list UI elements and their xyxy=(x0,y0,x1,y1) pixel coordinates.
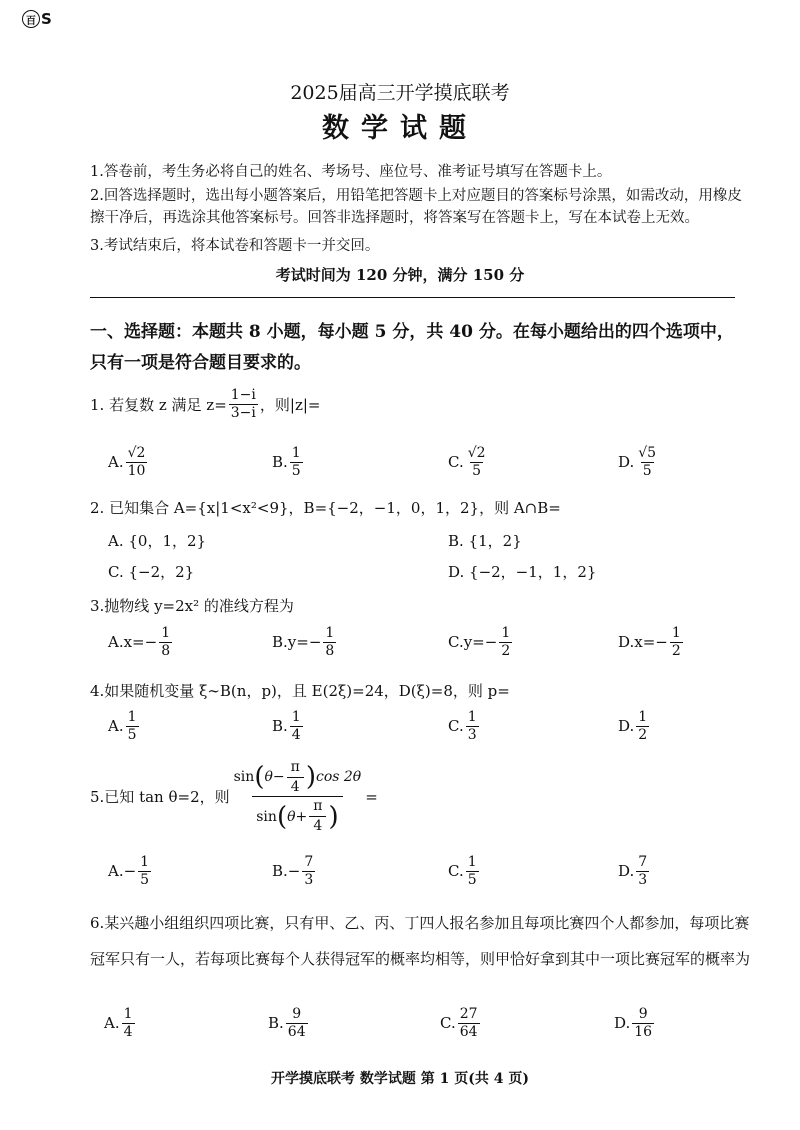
q1-stem-prefix: 1. 若复数 z 满足 z= xyxy=(90,395,227,414)
q1-option-c[interactable] xyxy=(448,446,490,478)
logo-text: S xyxy=(41,10,52,28)
q4-option-d[interactable] xyxy=(618,710,651,742)
q5-option-c[interactable] xyxy=(448,855,481,887)
question-6: 6.某兴趣小组组织四项比赛，只有甲、乙、丙、丁四人报名参加且每项比赛四个人都参加，每项比赛冠军只有一人，若每项比赛每个人获得冠军的概率均相等，则甲恰好拿到其中一项比赛冠军的概率为 xyxy=(90,914,751,968)
option-label: D. xyxy=(618,453,635,472)
q2-option-b[interactable]: B. {1，2} xyxy=(448,532,522,550)
question-4: 4.如果随机变量 ξ∼B(n，p)，且 E(2ξ)=24，D(ξ)=8，则 p= xyxy=(90,682,510,700)
option-fraction xyxy=(632,1007,654,1039)
frac-den: 3 xyxy=(638,871,648,888)
frac-den: 10 xyxy=(127,462,146,479)
sin-text: sin xyxy=(256,808,277,825)
q5-big-fraction xyxy=(230,760,366,834)
q6-option-c[interactable] xyxy=(440,1007,482,1039)
publisher-logo xyxy=(22,10,52,28)
frac-den: 4 xyxy=(309,816,326,834)
option-label: D. xyxy=(618,717,635,736)
option-fraction xyxy=(499,626,512,658)
option-fraction xyxy=(302,855,315,887)
frac-den: 64 xyxy=(459,1023,478,1040)
q5-option-d[interactable] xyxy=(618,855,651,887)
frac-num: 1 xyxy=(291,445,301,461)
q5-stem-prefix: 5.已知 tan θ=2，则 xyxy=(90,788,230,807)
frac-den: 5 xyxy=(642,462,652,479)
option-label: A. xyxy=(108,453,124,472)
sin-text: sin xyxy=(233,769,255,786)
q4-option-b[interactable] xyxy=(272,710,305,742)
frac-den: 2 xyxy=(501,642,511,659)
frac-num: π xyxy=(290,759,300,775)
q3-option-a[interactable] xyxy=(108,626,174,658)
time-limit: 考试时间为 120 分钟，满分 150 分 xyxy=(275,266,525,284)
frac-den: 8 xyxy=(161,642,171,659)
option-fraction xyxy=(290,446,303,478)
frac-num: √2 xyxy=(127,445,146,461)
option-fraction xyxy=(286,1007,308,1039)
paren-right: ) xyxy=(328,801,339,832)
frac-num: 9 xyxy=(638,1006,648,1022)
option-fraction xyxy=(138,855,151,887)
exam-name: 2025届高三开学摸底联考 xyxy=(290,82,510,104)
frac-num: 1 xyxy=(123,1006,133,1022)
frac-den: 8 xyxy=(325,642,335,659)
q1-option-a[interactable] xyxy=(108,446,149,478)
q5-denominator xyxy=(252,796,342,833)
option-label: B. xyxy=(272,453,288,472)
frac-den: 3 xyxy=(467,726,477,743)
option-label: B. xyxy=(268,1014,284,1033)
option-fraction xyxy=(636,855,649,887)
frac-den: 5 xyxy=(472,462,482,479)
option-fraction xyxy=(458,1007,480,1039)
frac-num: 1 xyxy=(127,709,137,725)
q2-option-a[interactable]: A. {0，1，2} xyxy=(108,532,207,550)
option-label: A.x=− xyxy=(108,633,158,652)
page-title: 数学试题 xyxy=(322,113,478,144)
question-1 xyxy=(90,388,750,420)
q5-option-a[interactable] xyxy=(108,855,153,887)
question-3: 3.抛物线 y=2x² 的准线方程为 xyxy=(90,597,294,615)
q2-option-d[interactable]: D. {−2，−1，1，2} xyxy=(448,563,597,581)
option-fraction xyxy=(466,855,479,887)
frac-num: √2 xyxy=(467,445,486,461)
instruction-2: 2.回答选择题时，选出每小题答案后，用铅笔把答题卡上对应题目的答案标号涂黑，如需改动，用橡皮擦干净后，再选涂其他答案标号。回答非选择题时，将答案写在答题卡上，写在本试卷上无效。 xyxy=(90,188,742,226)
q6-option-b[interactable] xyxy=(268,1007,310,1039)
divider xyxy=(90,297,735,298)
option-label: C.y=− xyxy=(448,633,498,652)
frac-num: 1 xyxy=(671,625,681,641)
frac-den: 5 xyxy=(467,871,477,888)
option-label: A. xyxy=(104,1014,120,1033)
q3-option-c[interactable] xyxy=(448,626,514,658)
option-label: B.y=− xyxy=(272,633,322,652)
option-label: C. xyxy=(440,1014,456,1033)
frac-num: 1 xyxy=(501,625,511,641)
option-fraction xyxy=(122,1007,135,1039)
q1-frac-num: 1−i xyxy=(230,387,256,403)
q5-option-b[interactable] xyxy=(272,855,317,887)
frac-den: 2 xyxy=(671,642,681,659)
option-label: A. xyxy=(108,717,124,736)
frac-den: 3 xyxy=(304,871,314,888)
option-label: D. xyxy=(614,1014,631,1033)
frac-den: 4 xyxy=(123,1023,133,1040)
option-fraction xyxy=(126,710,139,742)
q5-stem-suffix: = xyxy=(365,787,378,806)
option-fraction xyxy=(636,446,658,478)
frac-den: 4 xyxy=(291,726,301,743)
frac-num: 1 xyxy=(291,709,301,725)
frac-num: 1 xyxy=(325,625,335,641)
option-label: D.x=− xyxy=(618,633,668,652)
q1-option-d[interactable] xyxy=(618,446,660,478)
section-heading: 一、选择题：本题共 8 小题，每小题 5 分，共 40 分。在每小题给出的四个选项中，只有一项是符合题目要求的。 xyxy=(90,322,734,373)
frac-num: π xyxy=(313,798,323,815)
logo-circle: 百 xyxy=(22,10,40,28)
q6-option-d[interactable] xyxy=(614,1007,656,1039)
frac-num: 7 xyxy=(304,854,314,870)
frac-den: 2 xyxy=(638,726,648,743)
instruction-3: 3.考试结束后，将本试卷和答题卡一并交回。 xyxy=(90,238,380,254)
instruction-1: 1.答卷前，考生务必将自己的姓名、考场号、座位号、准考证号填写在答题卡上。 xyxy=(90,164,612,180)
frac-num: 7 xyxy=(638,854,648,870)
q4-option-c[interactable] xyxy=(448,710,481,742)
option-label: C. xyxy=(448,453,464,472)
option-fraction xyxy=(466,710,479,742)
question-5 xyxy=(90,760,750,834)
q6-option-a[interactable] xyxy=(104,1007,137,1039)
frac-num: 9 xyxy=(292,1006,302,1022)
option-fraction xyxy=(159,626,172,658)
option-fraction xyxy=(466,446,488,478)
frac-den: 64 xyxy=(287,1023,306,1040)
q2-option-c[interactable]: C. {−2，2} xyxy=(108,563,195,581)
option-label: C. xyxy=(448,862,464,881)
frac-den: 4 xyxy=(287,777,304,795)
option-label: B.− xyxy=(272,862,301,881)
page-footer: 开学摸底联考 数学试题 第 1 页(共 4 页) xyxy=(271,1071,529,1087)
option-label: D. xyxy=(618,862,635,881)
option-label: B. xyxy=(272,717,288,736)
option-fraction xyxy=(290,710,303,742)
option-fraction xyxy=(126,446,148,478)
q1-stem-suffix: ，则|z|= xyxy=(259,395,321,414)
frac-num: 1 xyxy=(140,854,150,870)
q3-option-b[interactable] xyxy=(272,626,338,658)
frac-den: 5 xyxy=(127,726,137,743)
q1-fraction xyxy=(229,388,258,420)
frac-num: 27 xyxy=(459,1006,478,1022)
frac-den: 5 xyxy=(140,871,150,888)
paren-right: ) xyxy=(305,762,316,793)
frac-num: 1 xyxy=(638,709,648,725)
paren-left: ( xyxy=(276,801,288,832)
frac-den: 16 xyxy=(634,1023,653,1040)
frac-num: √5 xyxy=(638,445,657,461)
pi-over-4 xyxy=(309,799,326,833)
option-label: C. xyxy=(448,717,464,736)
option-fraction xyxy=(670,626,683,658)
option-label: A.− xyxy=(108,862,137,881)
frac-num: 1 xyxy=(161,625,171,641)
inner-expr: θ− xyxy=(264,769,285,786)
inner-expr: θ+ xyxy=(287,808,308,825)
option-fraction xyxy=(636,710,649,742)
paren-left: ( xyxy=(254,762,265,793)
pi-over-4 xyxy=(287,760,304,794)
cos-text: cos 2θ xyxy=(316,769,362,786)
q1-option-b[interactable] xyxy=(272,446,305,478)
q5-numerator xyxy=(230,760,366,796)
frac-den: 5 xyxy=(291,462,301,479)
option-fraction xyxy=(323,626,336,658)
frac-num: 1 xyxy=(467,709,477,725)
q1-frac-den: 3−i xyxy=(230,404,256,421)
q4-option-a[interactable] xyxy=(108,710,141,742)
q3-option-d[interactable] xyxy=(618,626,685,658)
question-2: 2. 已知集合 A={x|1<x²<9}，B={−2，−1，0，1，2}，则 A∩B= xyxy=(90,499,561,517)
frac-num: 1 xyxy=(467,854,477,870)
